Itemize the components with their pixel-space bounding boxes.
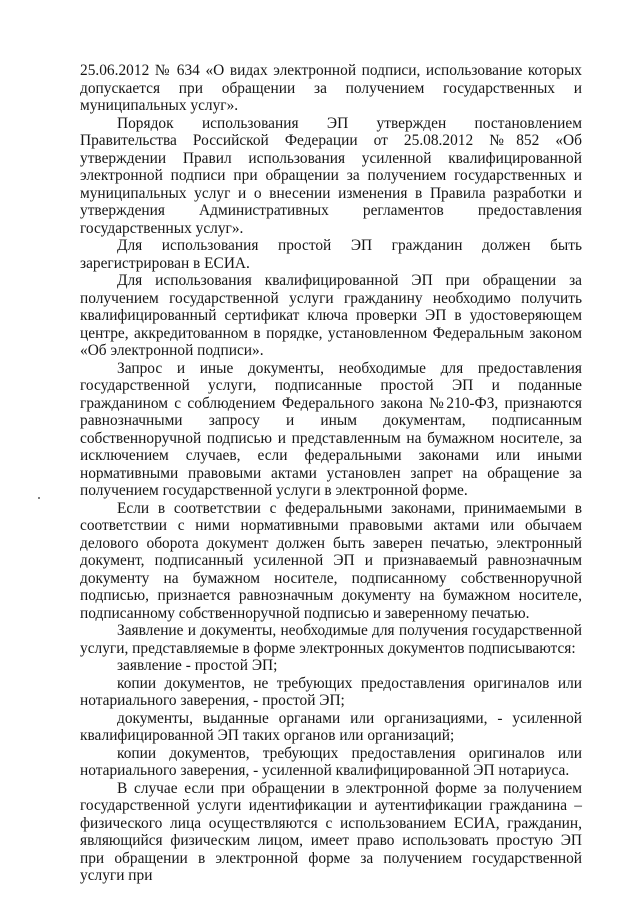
list-item-copies-without-originals: копии документов, не требующих предоставления оригиналов или нотариального заверения, - простой ЭП; — [80, 674, 582, 709]
scan-speck — [38, 497, 40, 499]
paragraph-decree-reference: 25.06.2012 № 634 «О видах электронной подписи, использование которых допускается при обращении за получением государственных и муниципальных услуг». — [80, 62, 582, 114]
paragraph-signing-rules-intro: Заявление и документы, необходимые для получения государственной услуги, представляемые в форме электронных документов подписываются: — [80, 622, 582, 657]
paragraph-usage-procedure: Порядок использования ЭП утвержден постановлением Правительства Российской Федерации от 25.08.2012 №852 «Об утверждении Правил использования усиленной квалифицированной электронной подписи при обращении за получением государственных и муниципальных услуг и о внесении изменения в Правила разработки и утверждения Административных регламентов предоставления государственных услуг». — [80, 114, 582, 237]
list-item-application: заявление - простой ЭП; — [117, 657, 278, 674]
paragraph-qualified-certificate: Для использования квалифицированной ЭП при обращении за получением государственной услуги гражданину необходимо получить квалифицированный сертификат ключа проверки ЭП в удостоверяющем центре, аккредитованном в порядке, установленном Федеральным законом «Об электронной подписи». — [80, 272, 582, 359]
paragraph-seal-requirement: Если в соответствии с федеральными законами, принимаемыми в соответствии с ними нормативными правовыми актами или обычаем делового оборота документ должен быть заверен печатью, электронный документ, подписанный усиленной ЭП и признаваемый равнозначным документу на бумажном носителе, подписанному собственноручной подписью, признается равнозначным документу на бумажном носителе, подписанному собственноручной подписью и заверенному печатью. — [80, 499, 582, 622]
document-body — [80, 62, 582, 885]
paragraph-esia-identification: В случае если при обращении в электронной форме за получением государственной услуги идентификации и аутентификации гражданина – физического лица осуществляются с использованием ЕСИА, гражданин, являющийся физическим лицом, имеет право использовать простую ЭП при обращении в электронной форме за получением государственной услуги при — [80, 779, 582, 884]
paragraph-simple-signature-registration: Для использования простой ЭП гражданин должен быть зарегистрирован в ЕСИА. — [80, 237, 582, 272]
paragraph-equivalence-of-documents: Запрос и иные документы, необходимые для предоставления государственной услуги, подписанные простой ЭП и поданные гражданином с соблюдением Федерального закона №210-ФЗ, признаются равнозначными запросу и иным документам, подписанным собственноручной подписью и представленным на бумажном носителе, за исключением случаев, если федеральными законами или иными нормативными правовыми актами установлен запрет на обращение за получением государственной услуги в электронной форме. — [80, 359, 582, 499]
list-item-copies-with-notarization: копии документов, требующих предоставления оригиналов или нотариального заверения, - усиленной квалифицированной ЭП нотариуса. — [80, 744, 582, 779]
list-item-issued-documents: документы, выданные органами или организациями, - усиленной квалифицированной ЭП таких органов или организаций; — [80, 709, 582, 744]
